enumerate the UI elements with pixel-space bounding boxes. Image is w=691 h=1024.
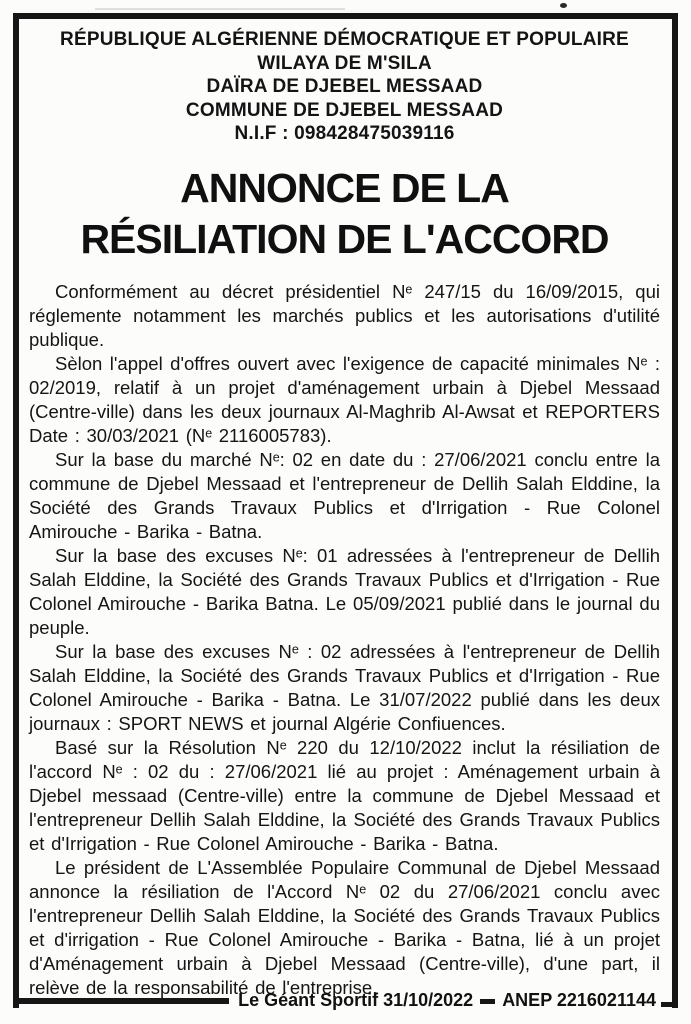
title-line-1: ANNONCE DE LA — [180, 164, 509, 211]
scan-artifact-dot — [560, 3, 567, 8]
scan-artifact-line — [95, 8, 345, 10]
paragraph-resolution: Basé sur la Résolution Nᵉ 220 du 12/10/2022 inclut la résiliation de l'accord Nᵉ : 02 du : 27/06/2021 lié au projet : Aménagement urbain à Djebel messaad (Centre-ville) entre la commune de Djebel Messaad et l'entrepreneur Dellih Salah Elddine, la Société des Grands Travaux Publics et d'Irrigation - Rue Colonel Amirouche - Barika - Batna. — [29, 736, 660, 854]
footer-rule — [13, 998, 229, 1004]
header-republic-line: RÉPUBLIQUE ALGÉRIENNE DÉMOCRATIQUE ET POPULAIRE — [60, 29, 629, 50]
footer-publication: Le Géant Sportif 31/10/2022 — [238, 990, 474, 1010]
header-nif-line: N.I.F : 098428475039116 — [234, 123, 455, 144]
footer-corner-hook-icon — [661, 988, 678, 1007]
paragraph-excuse-2: Sur la base des excuses Nᵉ : 02 adressées à l'entrepreneur de Dellih Salah Elddine, la Société des Grands Travaux Publics et d'Irrigation - Rue Colonel Amirouche - Barika - Batna. Le 31/07/2022 publié dans les deux journaux : SPORT NEWS et journal Algérie Confiuences. — [29, 640, 660, 734]
document-header — [29, 28, 660, 146]
paragraph-excuse-1: Sur la base des excuses Nᵉ: 01 adressées à l'entrepreneur de Dellih Salah Elddine, la Société des Grands Travaux Publics et d'Irrigation - Rue Colonel Amirouche - Barika Batna. Le 05/09/2021 publié dans le journal du peuple. — [29, 544, 660, 638]
footer-credit-line — [13, 990, 678, 1011]
announcement-title — [29, 163, 660, 265]
announcement-border-box — [13, 13, 678, 1008]
header-commune-line: COMMUNE DE DJEBEL MESSAAD — [185, 99, 504, 121]
title-line-2: RÉSILIATION DE L'ACCORD — [80, 215, 609, 262]
paragraph-president: Le président de L'Assemblée Populaire Communal de Djebel Messaad annonce la résiliation de l'Accord Nᵉ 02 du 27/06/2021 conclu avec l'entrepreneur Dellih Salah Elddine, la Société des Grands Travaux Publics et d'irrigation - Rue Colonel Amirouche - Barika - Batna, lié à un projet d'Aménagement urbain à Djebel Messaad (Centre-ville), d'une part, il relève de la responsabilité de l'entreprise. — [29, 856, 660, 998]
footer-anep-number: ANEP 2216021144 — [502, 990, 656, 1010]
paragraph-tender: Sèlon l'appel d'offres ouvert avec l'exigence de capacité minimales Nᵉ : 02/2019, relatif à un projet d'aménagement urbain à Djebel Messaad (Centre-ville) dans les deux journaux Al-Maghrib Al-Awsat et REPORTERS Date : 30/03/2021 (Nᵉ 2116005783). — [29, 352, 660, 446]
header-daira-line: DAÏRA DE DJEBEL MESSAAD — [206, 76, 483, 97]
paragraph-decree: Conformément au décret présidentiel Nᵉ 247/15 du 16/09/2015, qui réglemente notamment les marchés publics et les autorisations d'utilité publique. — [29, 280, 660, 350]
paragraph-market: Sur la base du marché Nᵉ: 02 en date du : 27/06/2021 conclu entre la commune de Djebel Messaad et l'entrepreneur de Dellih Salah Elddine, la Société des Grands Travaux Publics et d'Irrigation - Rue Colonel Amirouche - Barika - Batna. — [29, 448, 660, 542]
footer-dash-icon — [480, 999, 495, 1004]
announcement-body — [29, 280, 660, 1000]
header-wilaya-line: WILAYA DE M'SILA — [257, 52, 432, 74]
